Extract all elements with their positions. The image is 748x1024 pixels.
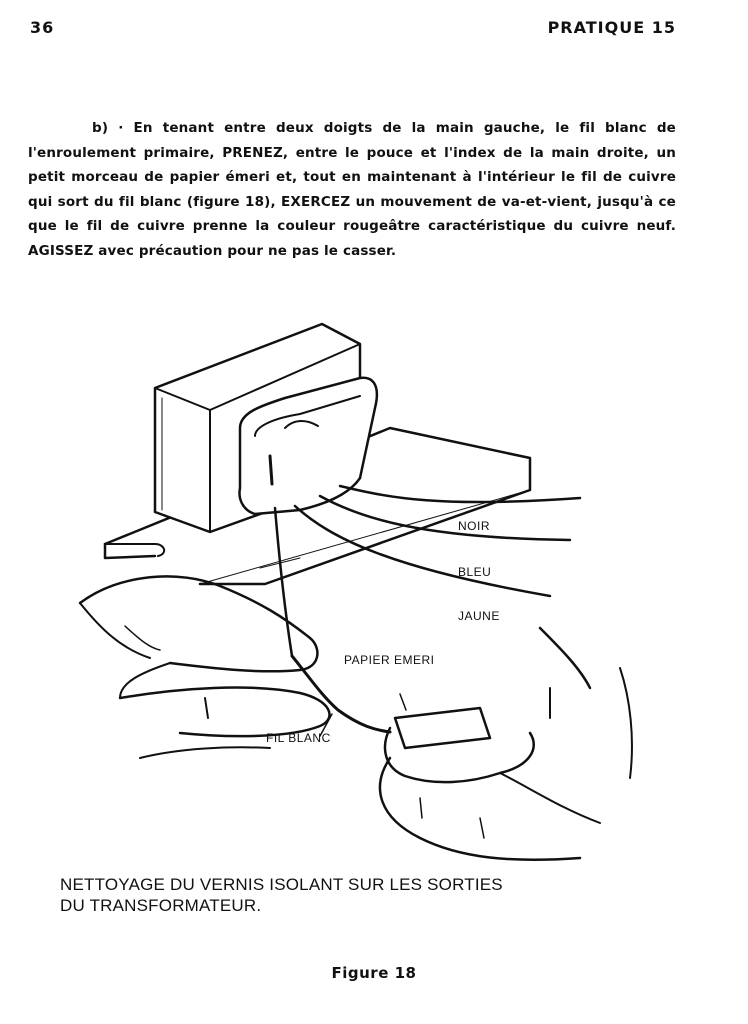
label-bleu: BLEU xyxy=(458,565,492,579)
figure-number: Figure 18 xyxy=(331,964,417,982)
label-fil-blanc: FIL BLANC xyxy=(266,731,331,745)
instruction-paragraph xyxy=(28,116,676,263)
label-papier-emeri: PAPIER EMERI xyxy=(344,653,435,667)
instruction-text: b) · En tenant entre deux doigts de la main gauche, le fil blanc de l'enroulement primaire, PRENEZ, entre le pouce et l'index de la main droite, un petit morceau de papier émeri et, tout en maintenant à l'intérieur le fil de cuivre qui sort du fil blanc (figure 18), EXERCEZ un mouvement de va-et-vient, jusqu'à ce que le fil de cuivre prenne la couleur rougeâtre caractéristique du cuivre neuf. AGISSEZ avec précaution pour ne pas le casser. xyxy=(28,120,676,259)
section-title: PRATIQUE 15 xyxy=(547,18,676,37)
caption-line-1: NETTOYAGE DU VERNIS ISOLANT SUR LES SORTIES xyxy=(60,875,503,894)
figure-caption xyxy=(60,874,620,916)
transformer-illustration xyxy=(60,318,700,870)
label-jaune: JAUNE xyxy=(458,609,500,623)
label-noir: NOIR xyxy=(458,519,490,533)
page-number: 36 xyxy=(30,18,55,37)
caption-line-2: DU TRANSFORMATEUR. xyxy=(60,896,262,915)
